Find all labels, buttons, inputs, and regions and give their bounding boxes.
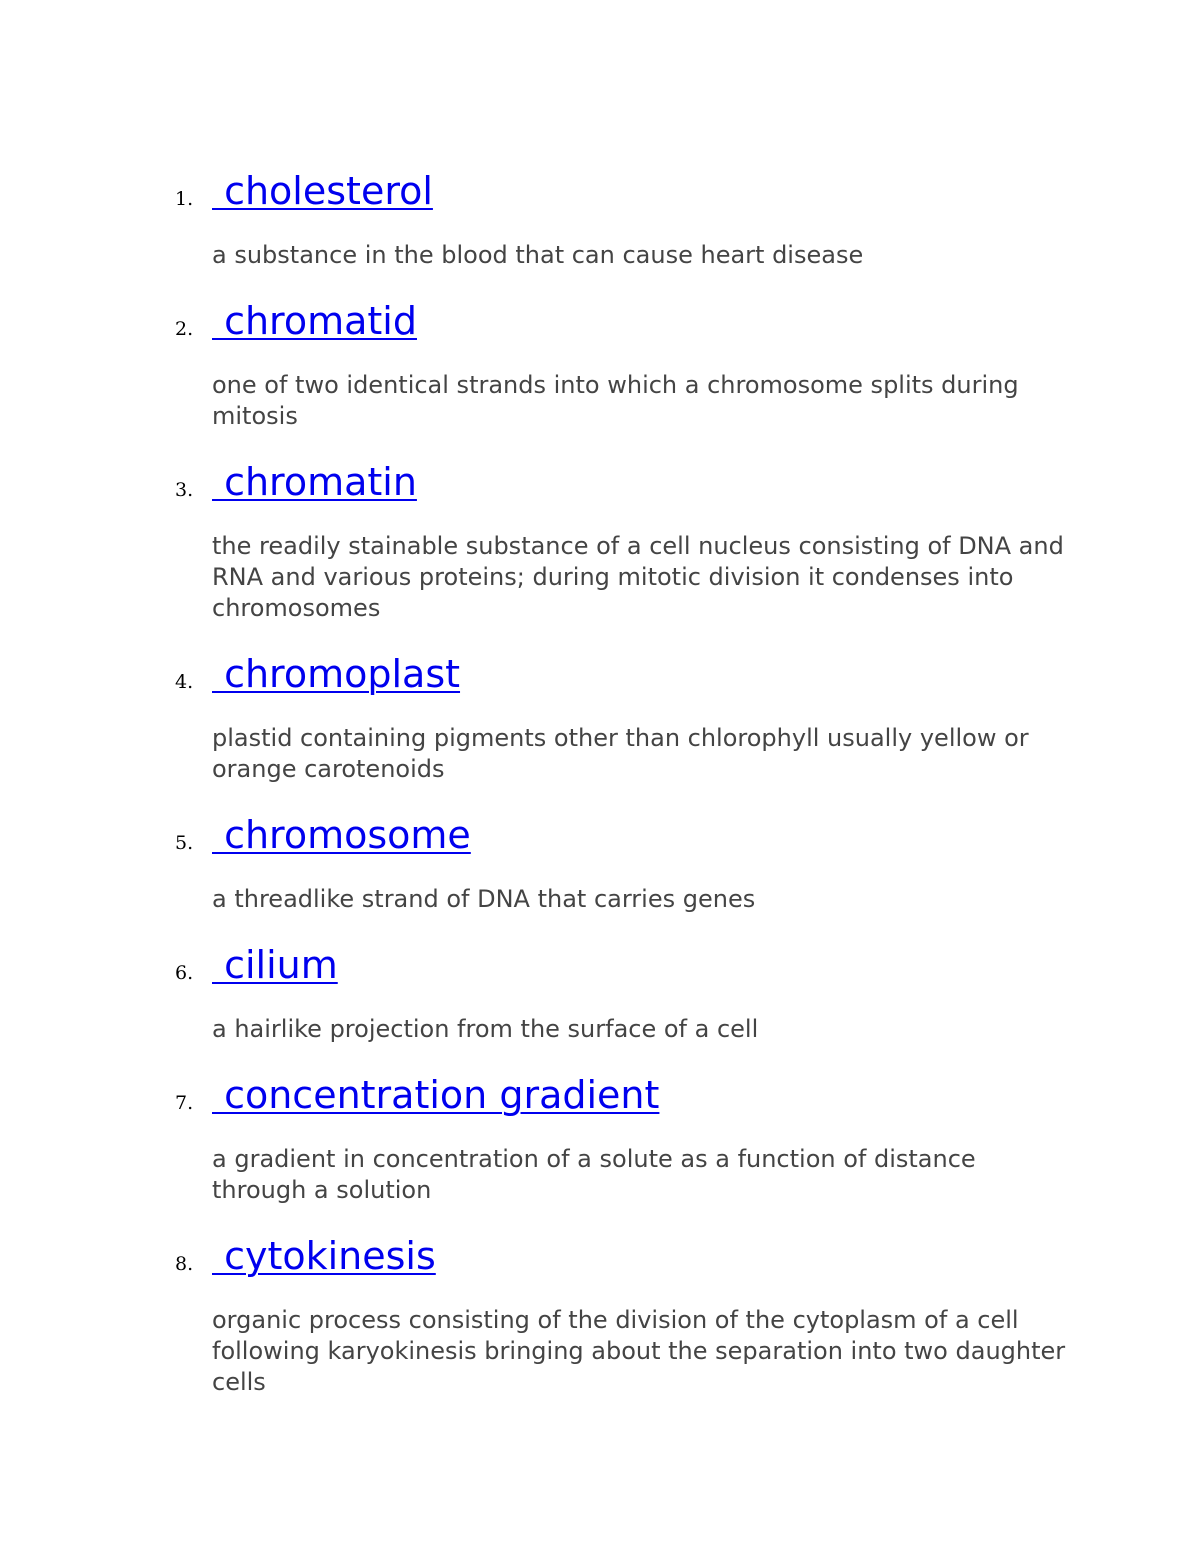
term-definition: the readily stainable substance of a cell nucleus consisting of DNA and RNA and various proteins; during mitotic division it condenses into chromosomes — [212, 532, 1064, 622]
entry-number: 1. — [175, 188, 194, 210]
term-definition: plastid containing pigments other than chlorophyll usually yellow or orange carotenoids — [212, 724, 1029, 783]
term-definition: a threadlike strand of DNA that carries genes — [212, 885, 756, 913]
term-link-chromatin[interactable]: chromatin — [212, 460, 417, 504]
term-definition: a gradient in concentration of a solute as a function of distance through a solution — [212, 1145, 976, 1204]
entry-number: 6. — [175, 962, 194, 984]
entry-number: 3. — [175, 479, 194, 501]
term-link-concentration-gradient[interactable]: concentration gradient — [212, 1073, 660, 1117]
term-definition: one of two identical strands into which a chromosome splits during mitosis — [212, 371, 1019, 430]
term-link-cytokinesis[interactable]: cytokinesis — [212, 1234, 436, 1278]
term-definition: organic process consisting of the division of the cytoplasm of a cell following karyokinesis bringing about the separation into two daughter cells — [212, 1306, 1066, 1396]
term-link-chromosome[interactable]: chromosome — [212, 813, 471, 857]
entry-number: 7. — [175, 1092, 194, 1114]
term-link-chromoplast[interactable]: chromoplast — [212, 652, 461, 696]
term-link-chromatid[interactable]: chromatid — [212, 299, 417, 343]
entry-number: 4. — [175, 671, 194, 693]
term-link-cholesterol[interactable]: cholesterol — [212, 169, 433, 213]
term-definition: a hairlike projection from the surface of a cell — [212, 1015, 759, 1043]
term-link-cilium[interactable]: cilium — [212, 943, 338, 987]
term-definition: a substance in the blood that can cause heart disease — [212, 241, 864, 269]
entry-number: 8. — [175, 1253, 194, 1275]
entry-number: 2. — [175, 318, 194, 340]
entry-number: 5. — [175, 832, 194, 854]
